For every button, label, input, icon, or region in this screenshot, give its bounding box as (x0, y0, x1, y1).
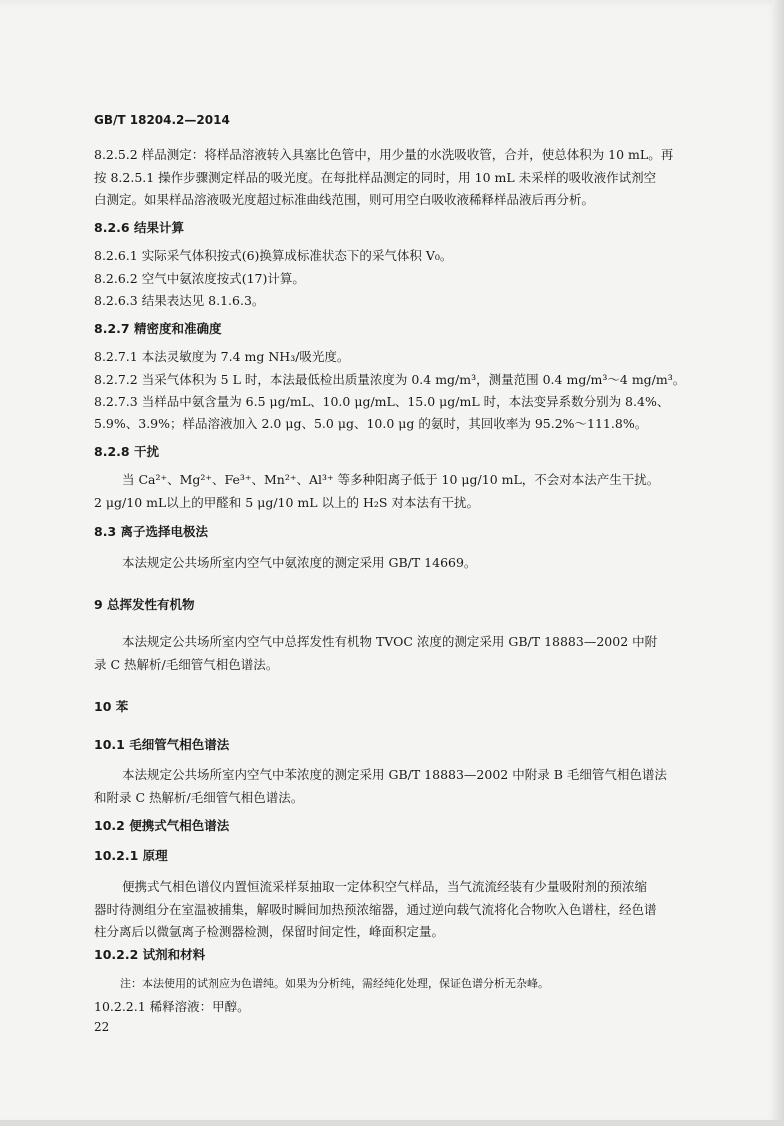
clause-8-2-7-3-line-1: 8.2.7.3 当样品中氨含量为 6.5 μg/mL、10.0 μg/mL、15.0 μg/mL 时，本法变异系数分别为 8.4%、 (94, 394, 670, 409)
clause-9-line-1: 本法规定公共场所室内空气中总挥发性有机物 TVOC 浓度的测定采用 GB/T 18883—2002 中附 (122, 634, 658, 649)
principle-line-2: 器时待测组分在室温被捕集，解吸时瞬间加热预浓缩器，通过逆向载气流将化合物吹入色谱柱，经色谱 (94, 902, 657, 917)
principle-line-3: 柱分离后以微氩离子检测器检测，保留时间定性，峰面积定量。 (94, 924, 445, 939)
heading-9: 9 总挥发性有机物 (94, 597, 195, 612)
page-number: 22 (94, 1020, 110, 1034)
standard-number-header: GB/T 18204.2—2014 (94, 113, 230, 127)
heading-10-2: 10.2 便携式气相色谱法 (94, 818, 230, 833)
clause-8-2-5-2-line-1: 8.2.5.2 样品测定：将样品溶液转入具塞比色管中，用少量的水洗吸收管，合并，使总体积为 10 mL。再 (94, 147, 674, 162)
heading-10-1: 10.1 毛细管气相色谱法 (94, 737, 230, 752)
clause-8-2-7-3-line-2: 5.9%、3.9%；样品溶液加入 2.0 μg、5.0 μg、10.0 μg 的氨时，其回收率为 95.2%～111.8%。 (94, 416, 648, 431)
note-reagents: 注：本法使用的试剂应为色谱纯。如果为分析纯，需经纯化处理，保证色谱分析无杂峰。 (120, 977, 549, 990)
clause-8-2-6-1: 8.2.6.1 实际采气体积按式(6)换算成标准状态下的采气体积 V₀。 (94, 248, 453, 263)
principle-line-1: 便携式气相色谱仪内置恒流采样泵抽取一定体积空气样品，当气流流经装有少量吸附剂的预浓缩 (122, 879, 648, 894)
clause-8-2-5-2-line-2: 按 8.2.5.1 操作步骤测定样品的吸光度。在每批样品测定的同时，用 10 mL 未采样的吸收液作试剂空 (94, 170, 657, 185)
heading-10-2-2: 10.2.2 试剂和材料 (94, 947, 206, 962)
clause-10-1-line-2: 和附录 C 热解析/毛细管气相色谱法。 (94, 790, 304, 805)
clause-8-2-7-2: 8.2.7.2 当采气体积为 5 L 时，本法最低检出质量浓度为 0.4 mg/m³，测量范围 0.4 mg/m³～4 mg/m³。 (94, 372, 686, 387)
heading-8-2-6: 8.2.6 结果计算 (94, 220, 184, 235)
clause-8-2-6-3: 8.2.6.3 结果表达见 8.1.6.3。 (94, 293, 265, 308)
page-edge-shadow (772, 0, 784, 1126)
heading-10-2-1: 10.2.1 原理 (94, 848, 168, 863)
clause-8-3-text: 本法规定公共场所室内空气中氨浓度的测定采用 GB/T 14669。 (122, 555, 477, 570)
interference-line-1: 当 Ca²⁺、Mg²⁺、Fe³⁺、Mn²⁺、Al³⁺ 等多种阳离子低于 10 μg/10 mL，不会对本法产生干扰。 (122, 472, 660, 487)
heading-8-2-8: 8.2.8 干扰 (94, 444, 159, 459)
clause-8-2-5-2-line-3: 白测定。如果样品溶液吸光度超过标准曲线范围，则可用空白吸收液稀释样品液后再分析。 (94, 192, 595, 207)
clause-9-line-2: 录 C 热解析/毛细管气相色谱法。 (94, 657, 279, 672)
page-bottom-edge (0, 1120, 784, 1126)
heading-10: 10 苯 (94, 699, 129, 714)
clause-10-2-2-1: 10.2.2.1 稀释溶液：甲醇。 (94, 999, 250, 1014)
clause-10-1-line-1: 本法规定公共场所室内空气中苯浓度的测定采用 GB/T 18883—2002 中附录 B 毛细管气相色谱法 (122, 767, 667, 782)
heading-8-2-7: 8.2.7 精密度和准确度 (94, 321, 222, 336)
clause-8-2-7-1: 8.2.7.1 本法灵敏度为 7.4 mg NH₃/吸光度。 (94, 349, 350, 364)
heading-8-3: 8.3 离子选择电极法 (94, 524, 208, 539)
clause-8-2-6-2: 8.2.6.2 空气中氨浓度按式(17)计算。 (94, 271, 305, 286)
interference-line-2: 2 μg/10 mL以上的甲醛和 5 μg/10 mL 以上的 H₂S 对本法有干扰。 (94, 495, 479, 510)
